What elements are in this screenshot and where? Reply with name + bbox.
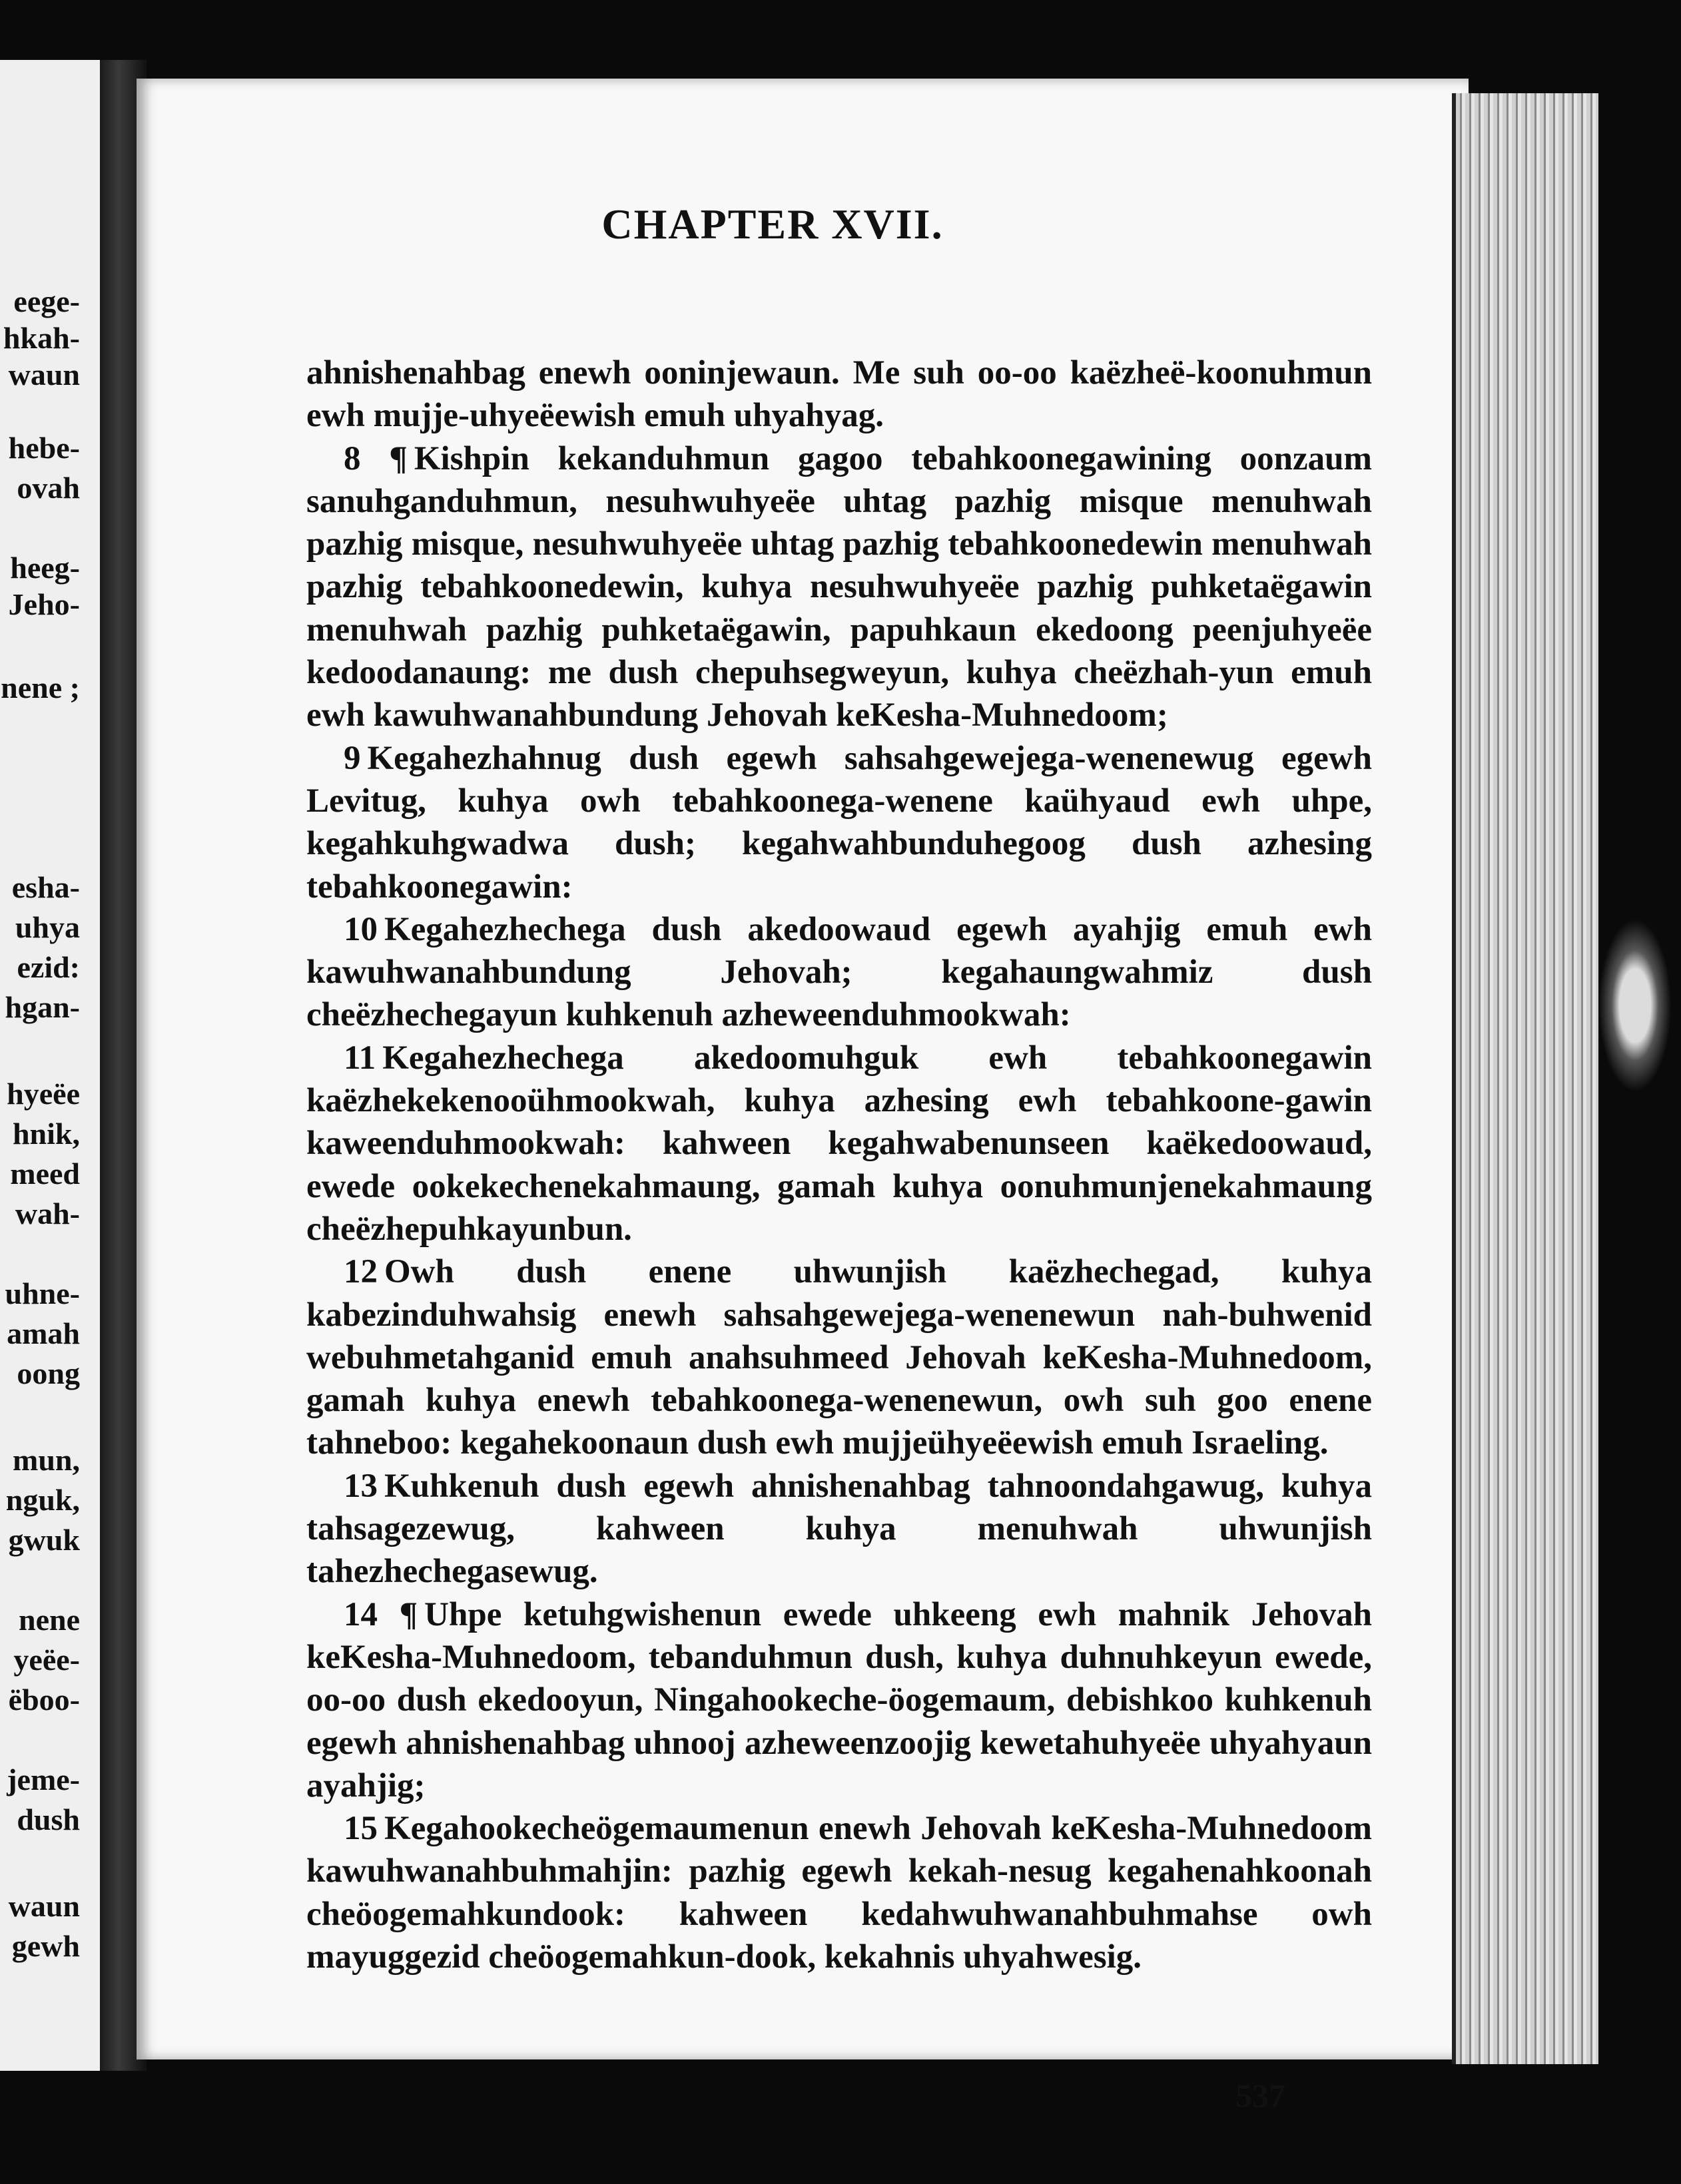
adjacent-page-text: ovah — [17, 471, 80, 505]
book-page — [137, 79, 1469, 2114]
adjacent-page-text: hkah- — [3, 321, 80, 355]
adjacent-page-text: ëboo- — [8, 1683, 80, 1717]
adjacent-page-text: waun — [8, 358, 80, 392]
verse-paragraph — [306, 1593, 1372, 1807]
adjacent-page-text: dush — [17, 1802, 80, 1836]
dust-speck — [1598, 919, 1672, 1092]
adjacent-page-text: gewh — [11, 1929, 80, 1963]
adjacent-page-text: waun — [8, 1889, 80, 1923]
verse-paragraph — [306, 737, 1372, 908]
adjacent-page-text: ezid: — [17, 950, 80, 984]
adjacent-page-text: nene — [19, 1603, 80, 1637]
verse-text: Kishpin kekanduhmun gagoo tebahkoonegawining oonzaum sanuhganduhmun, nesuhwuhyeëe uhtag pazhig misque menuhwah pazhig misque, nesuhwuhyeëe uhtag pazhig tebahkoonedewin menuhwah pazhig tebahkoonedewin, kuhya nesuhwuhyeëe pazhig puhketaëgawin menuhwah pazhig puhketaëgawin, papuhkaun ekedoong peenjuhyeëe kedoodanaung: me dush chepuhsegweyun, kuhya cheëzhah-yun emuh ewh kawuhwanahbundung Jehovah keKesha-Muhnedoom; — [306, 439, 1373, 734]
verse-paragraph — [306, 437, 1372, 737]
verse-text: Owh dush enene uhwunjish kaëzhechegad, kuhya kabezinduhwahsig enewh sahsahgewejega-wenenewun nah-buhwenid webuhmetahganid emuh anahsuhmeed Jehovah keKesha-Muhnedoom, gamah kuhya enewh tebahkoonega-wenenewun, owh suh goo enene tahneboo: kegahekoonaun dush ewh mujjeühyeëewish emuh Israeling. — [306, 1253, 1372, 1462]
verse-paragraph — [306, 1465, 1372, 1593]
adjacent-page-text: nguk, — [5, 1483, 80, 1517]
adjacent-page-text: gwuk — [8, 1523, 80, 1557]
page-body-text — [306, 352, 1372, 1978]
verse-number: 12 — [344, 1253, 378, 1291]
adjacent-page-text: esha- — [11, 870, 80, 904]
page-edges — [1452, 93, 1602, 2064]
adjacent-page-text: hyeëe — [7, 1077, 80, 1111]
verse-text: Kegahezhechega akedoomuhguk ewh tebahkoonegawin kaëzhekekenooühmookwah, kuhya azhesing ewh tebahkoone-gawin kaweenduhmookwah: kahween kegahwabenunseen kaëkedoowaud, ewede ookekechenekahmaung, gamah kuhya oonuhmunjenekahmaung cheëzhepuhkayunbun. — [306, 1039, 1372, 1248]
adjacent-page-text: amah — [7, 1316, 80, 1350]
verse-paragraph — [306, 1807, 1372, 1978]
adjacent-page-text: wah- — [15, 1197, 80, 1230]
adjacent-page-text: yeëe- — [13, 1643, 80, 1677]
verse-paragraph — [306, 1250, 1372, 1464]
verse-paragraph — [306, 908, 1372, 1037]
verse-text: Kegahookecheögemaumenun enewh Jehovah keKesha-Muhnedoom kawuhwanahbuhmahjin: pazhig egewh kekah-nesug kegahenahkoonah cheöogemahkundook: kahween kedahwuhwanahbuhmahse owh mayuggezid cheöogemahkun-dook, kekahnis uhyahwesig. — [306, 1810, 1372, 1976]
verse-text: Kegahezhahnug dush egewh sahsahgewejega-wenenewug egewh Levitug, kuhya owh tebahkoonega-wenene kaühyaud ewh uhpe, kegahkuhgwadwa dush; kegahwahbunduhegoog dush azhesing tebahkoonegawin: — [306, 739, 1372, 906]
chapter-title: CHAPTER XVII. — [601, 200, 944, 248]
verse-number: 15 — [344, 1810, 378, 1848]
verse-paragraph — [306, 352, 1372, 437]
verse-number: 11 — [344, 1039, 376, 1077]
verse-number: 9 — [344, 739, 361, 777]
adjacent-page-text: hgan- — [5, 990, 80, 1024]
adjacent-page-text: oong — [17, 1356, 80, 1390]
verse-text: Kuhkenuh dush egewh ahnishenahbag tahnoondahgawug, kuhya tahsagezewug, kahween kuhya menuhwah uhwunjish tahezhechegasewug. — [306, 1467, 1372, 1591]
page-number: 537 — [1235, 2077, 1285, 2114]
verse-text: Kegahezhechega dush akedoowaud egewh ayahjig emuh ewh kawuhwanahbundung Jehovah; kegahaungwahmiz dush cheëzhechegayun kuhkenuh azheweenduhmookwah: — [306, 910, 1372, 1034]
verse-number: 14 ¶ — [344, 1595, 418, 1633]
adjacent-page-text: mun, — [13, 1443, 80, 1477]
verse-number: 13 — [344, 1467, 378, 1505]
verse-number: 10 — [344, 910, 378, 948]
adjacent-page-text: heeg- — [10, 551, 80, 585]
verse-paragraph — [306, 1037, 1372, 1250]
adjacent-page-fragment — [0, 60, 100, 2071]
verse-number: 8 ¶ — [344, 439, 408, 477]
adjacent-page-text: hebe- — [8, 431, 80, 465]
adjacent-page-text: eege- — [13, 284, 80, 318]
adjacent-page-text: Jeho- — [8, 587, 80, 621]
adjacent-page-text: hnik, — [12, 1117, 80, 1151]
adjacent-page-text: uhne- — [5, 1276, 80, 1310]
verse-text: Uhpe ketuhgwishenun ewede uhkeeng ewh mahnik Jehovah keKesha-Muhnedoom, tebanduhmun dush, kuhya duhnuhkeyun ewede, oo-oo dush ekedooyun, Ningahookeche-öogemaum, debishkoo kuhkenuh egewh ahnishenahbag uhnooj azheweenzoojig kewetahuhyeëe uhyahyaun ayahjig; — [306, 1595, 1372, 1804]
adjacent-page-text: meed — [10, 1157, 80, 1191]
verse-text: ahnishenahbag enewh ooninjewaun. Me suh oo-oo kaëzheë-koonuhmun ewh mujje-uhyeëewish emuh uhyahyag. — [306, 354, 1372, 435]
adjacent-page-text: nene ; — [1, 671, 80, 704]
adjacent-page-text: uhya — [15, 910, 80, 944]
adjacent-page-text: jeme- — [7, 1763, 80, 1796]
